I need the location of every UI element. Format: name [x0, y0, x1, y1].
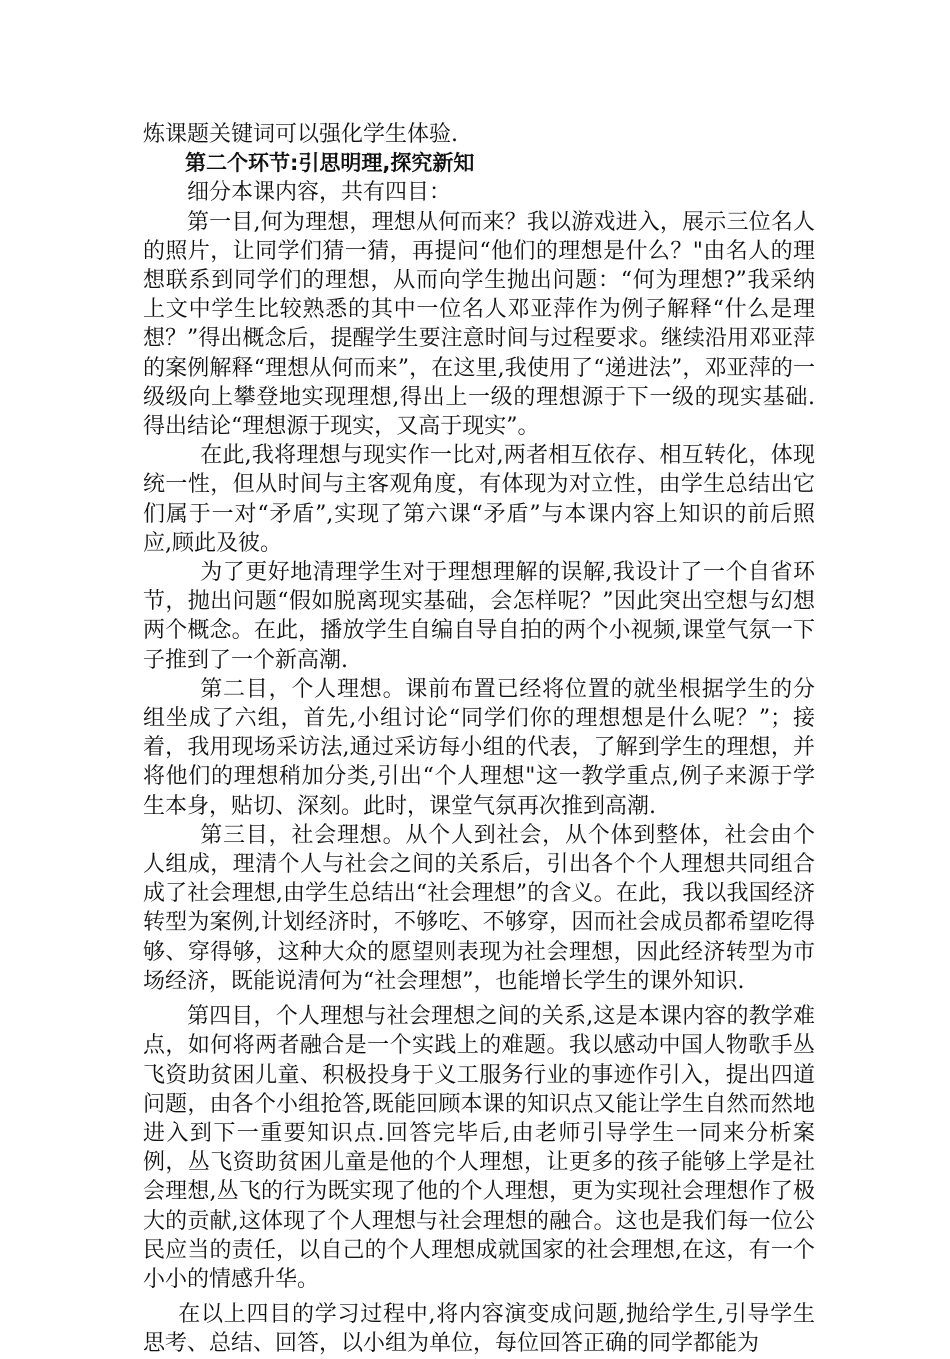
paragraph-second-item: 第二目，个人理想。课前布置已经将位置的就坐根据学生的分组坐成了六组，首先,小组讨论“同学们你的理想想是什么呢？”；接着，我用现场采访法,通过采访每小组的代表，了解到学生的理想，并将他们的理想稍加分类,引出“个人理想"这一教学重点,例子来源于学生本身，贴切、深刻。此时，课堂气氛再次推到高潮. [143, 676, 815, 819]
paragraph-reflection: 为了更好地清理学生对于理想理解的误解,我设计了一个自省环节，抛出问题“假如脱离现实基础，会怎样呢？”因此突出空想与幻想两个概念。在此，播放学生自编自导自拍的两个小视频,课堂气氛一下子推到了一个新高潮. [143, 560, 815, 673]
paragraph-continuation: 炼课题关键词可以强化学生体验. [143, 122, 458, 147]
paragraph-third-item: 第三目，社会理想。从个人到社会，从个体到整体，社会由个人组成，理清个人与社会之间的关系后，引出各个个人理想共同组合成了社会理想,由学生总结出“社会理想”的含义。在此，我以我国经济转型为案例,计划经济时，不够吃、不够穿，因而社会成员都希望吃得够、穿得够，这种大众的愿望则表现为社会理想，因此经济转型为市场经济，既能说清何为“社会理想”，也能增长学生的课外知识. [143, 822, 815, 994]
paragraph-intro: 细分本课内容，共有四目： [187, 180, 452, 206]
paragraph-summary: 在以上四目的学习过程中,将内容演变成问题,抛给学生,引导学生思考、总结、回答，以小组为单位，每位回答正确的同学都能为 [143, 1302, 815, 1357]
section-heading: 第二个环节:引思明理,探究新知 [185, 151, 475, 176]
paragraph-contrast: 在此,我将理想与现实作一比对,两者相互依存、相互转化，体现统一性，但从时间与主客观角度，有体现为对立性，由学生总结出它们属于一对“矛盾”,实现了第六课“矛盾”与本课内容上知识的前后照应,顾此及彼。 [143, 443, 815, 556]
paragraph-first-item: 第一目,何为理想，理想从何而来？我以游戏进入，展示三位名人的照片，让同学们猜一猜，再提问“他们的理想是什么？"由名人的理想联系到同学们的理想，从而向学生抛出问题：“何为理想?”我采纳上文中学生比较熟悉的其中一位名人邓亚萍作为例子解释“什么是理想？”得出概念后，提醒学生要注意时间与过程要求。继续沿用邓亚萍的案例解释“理想从何而来”，在这里,我使用了“递进法”，邓亚萍的一级级向上攀登地实现理想,得出上一级的理想源于下一级的现实基础.得出结论“理想源于现实，又高于现实”。 [143, 209, 815, 440]
document-page [143, 120, 815, 1359]
paragraph-fourth-item: 第四目，个人理想与社会理想之间的关系,这是本课内容的教学难点，如何将两者融合是一个实践上的难题。我以感动中国人物歌手丛飞资助贫困儿童、积极投身于义工服务行业的事迹作引入，提出四道问题，由各个小组抢答,既能回顾本课的知识点又能让学生自然而然地进入到下一重要知识点.回答完毕后,由老师引导学生一同来分析案例，丛飞资助贫困儿童是他的个人理想，让更多的孩子能够上学是社会理想,丛飞的行为既实现了他的个人理想，更为实现社会理想作了极大的贡献,这体现了个人理想与社会理想的融合。这也是我们每一位公民应当的责任，以自己的个人理想成就国家的社会理想,在这，有一个小小的情感升华。 [143, 1004, 815, 1292]
